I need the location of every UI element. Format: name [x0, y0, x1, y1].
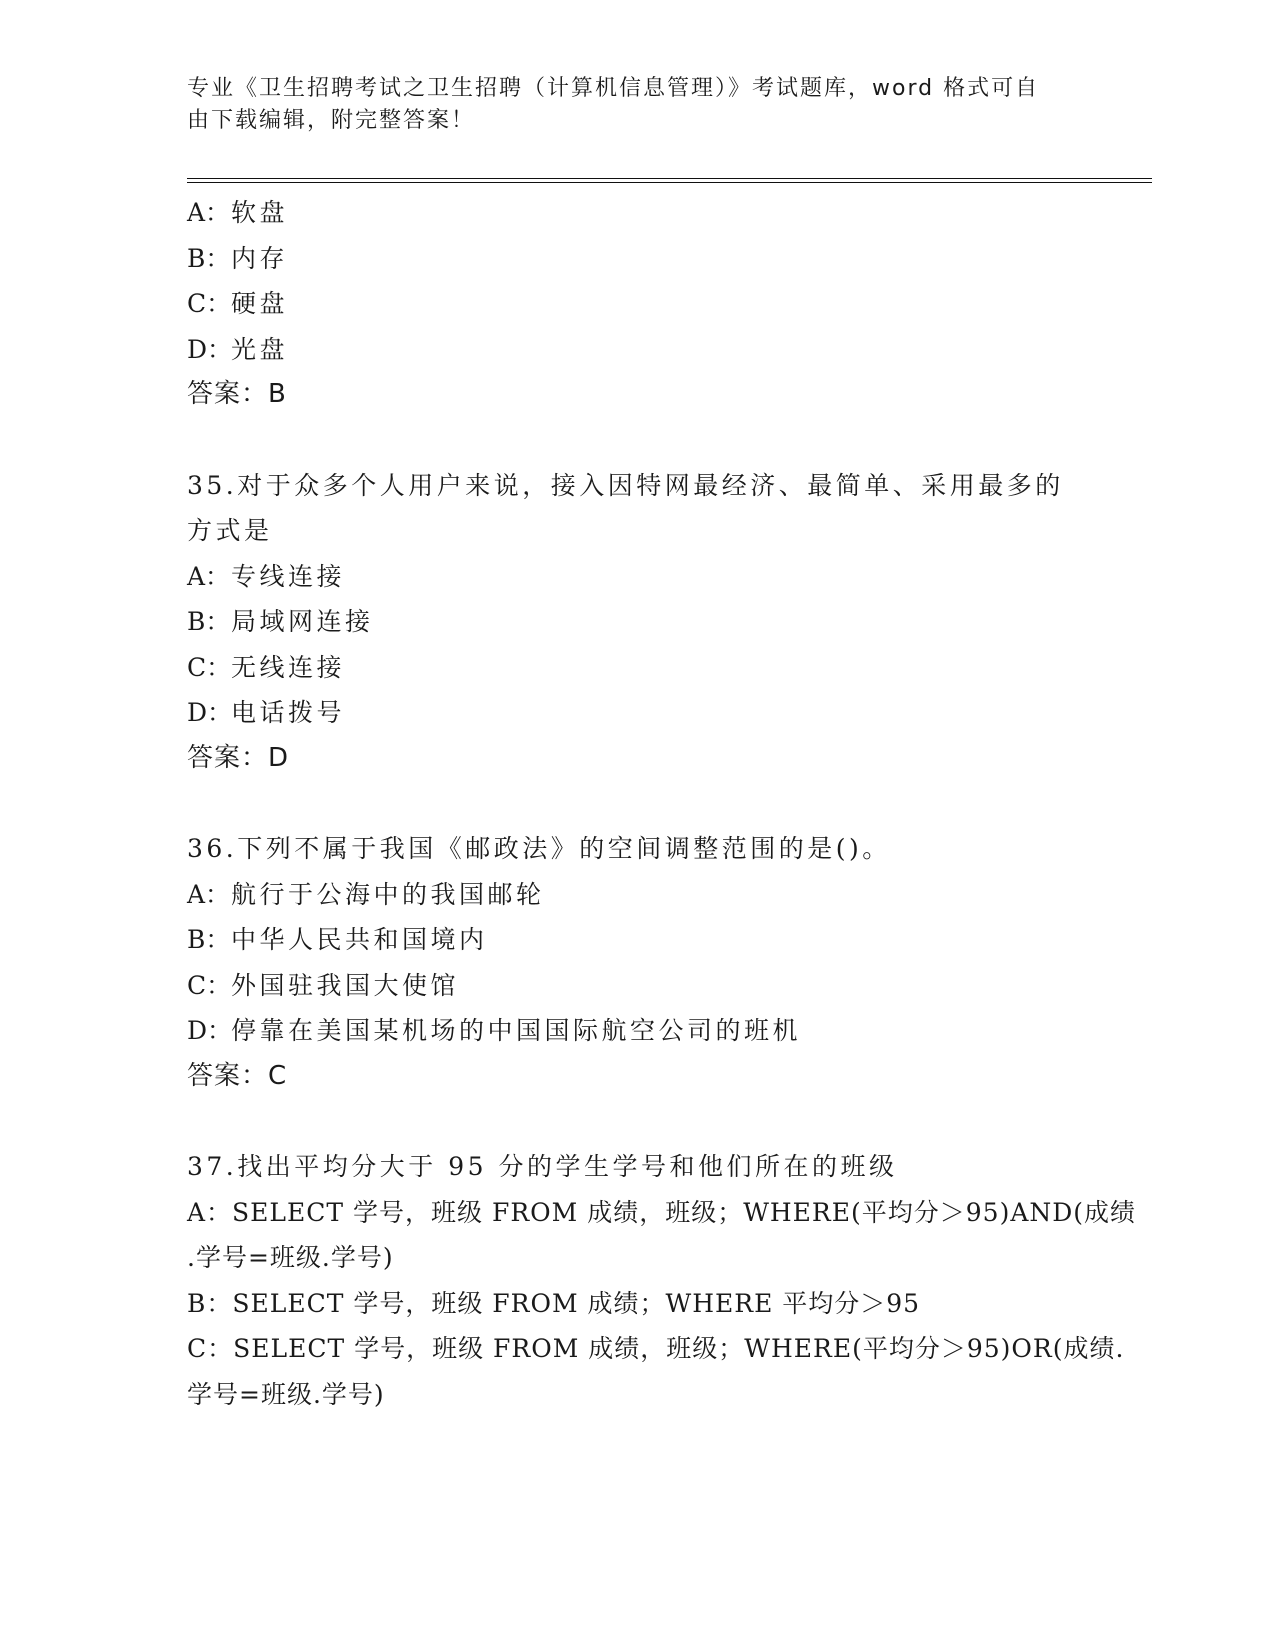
spacer — [187, 418, 1087, 463]
option-c — [187, 963, 1087, 1009]
option-text: 硬盘 — [231, 289, 289, 318]
option-text: 局域网连接 — [231, 607, 374, 636]
option-text: 中华人民共和国境内 — [231, 925, 488, 954]
option-label: C： — [187, 652, 232, 682]
question-list — [187, 190, 1137, 1417]
question-stem: 36.下列不属于我国《邮政法》的空间调整范围的是()。 — [187, 834, 891, 863]
option-label: B： — [187, 243, 231, 273]
option-label: C： — [187, 289, 232, 318]
question-34 — [187, 190, 1087, 418]
option-label: C： — [187, 970, 232, 1000]
option-text: 内存 — [231, 243, 289, 273]
option-text: 软盘 — [231, 198, 289, 227]
option-d — [187, 690, 1087, 736]
question-37 — [187, 1144, 1137, 1417]
option-text: 电话拨号 — [231, 698, 346, 727]
option-a — [187, 554, 1087, 600]
question-stem: 37.找出平均分大于 95 分的学生学号和他们所在的班级 — [187, 1152, 898, 1181]
option-a: A：SELECT 学号，班级 FROM 成绩，班级；WHERE(平均分＞95)AND(成绩 — [187, 1197, 1137, 1227]
option-label: B： — [187, 925, 231, 954]
option-label: B： — [187, 607, 231, 636]
option-label: A： — [187, 198, 231, 227]
option-b — [187, 917, 1087, 963]
option-text: 外国驻我国大使馆 — [231, 970, 460, 1000]
answer: 答案：B — [187, 379, 287, 409]
question-35 — [187, 463, 1087, 782]
option-c-cont: 学号=班级.学号) — [187, 1379, 385, 1409]
option-label: D： — [187, 334, 233, 364]
option-text: 无线连接 — [231, 652, 346, 682]
option-text: 专线连接 — [231, 561, 346, 591]
option-a — [187, 872, 1087, 918]
option-d — [187, 1008, 1087, 1054]
spacer — [187, 1099, 1087, 1144]
option-label: A： — [187, 561, 231, 591]
answer: 答案：D — [187, 742, 290, 773]
option-d — [187, 327, 1087, 373]
header-line-2: 由下载编辑，附完整答案！ — [187, 108, 476, 133]
header-divider — [187, 178, 1152, 183]
option-text: 停靠在美国某机场的中国国际航空公司的班机 — [231, 1016, 802, 1045]
header-line-1: 专业《卫生招聘考试之卫生招聘（计算机信息管理）》考试题库，word 格式可自 — [187, 76, 1040, 101]
option-b: B：SELECT 学号，班级 FROM 成绩；WHERE 平均分＞95 — [187, 1288, 921, 1318]
option-a — [187, 190, 1087, 236]
option-a-cont: .学号=班级.学号) — [187, 1243, 394, 1272]
option-b — [187, 599, 1087, 645]
option-label: D： — [187, 1016, 233, 1045]
question-stem: 35.对于众多个人用户来说，接入因特网最经济、最简单、采用最多的 — [187, 470, 1064, 500]
option-c — [187, 281, 1087, 327]
option-c — [187, 645, 1087, 691]
document-header — [187, 73, 1067, 137]
option-text: 光盘 — [231, 334, 289, 364]
option-label: A： — [187, 879, 231, 909]
option-c: C：SELECT 学号，班级 FROM 成绩，班级；WHERE(平均分＞95)OR(成绩. — [187, 1334, 1125, 1363]
answer: 答案：C — [187, 1060, 288, 1091]
question-stem-cont: 方式是 — [187, 516, 273, 545]
option-text: 航行于公海中的我国邮轮 — [231, 879, 545, 909]
option-label: D： — [187, 698, 233, 727]
question-36 — [187, 826, 1087, 1099]
option-b — [187, 236, 1087, 282]
spacer — [187, 781, 1087, 826]
